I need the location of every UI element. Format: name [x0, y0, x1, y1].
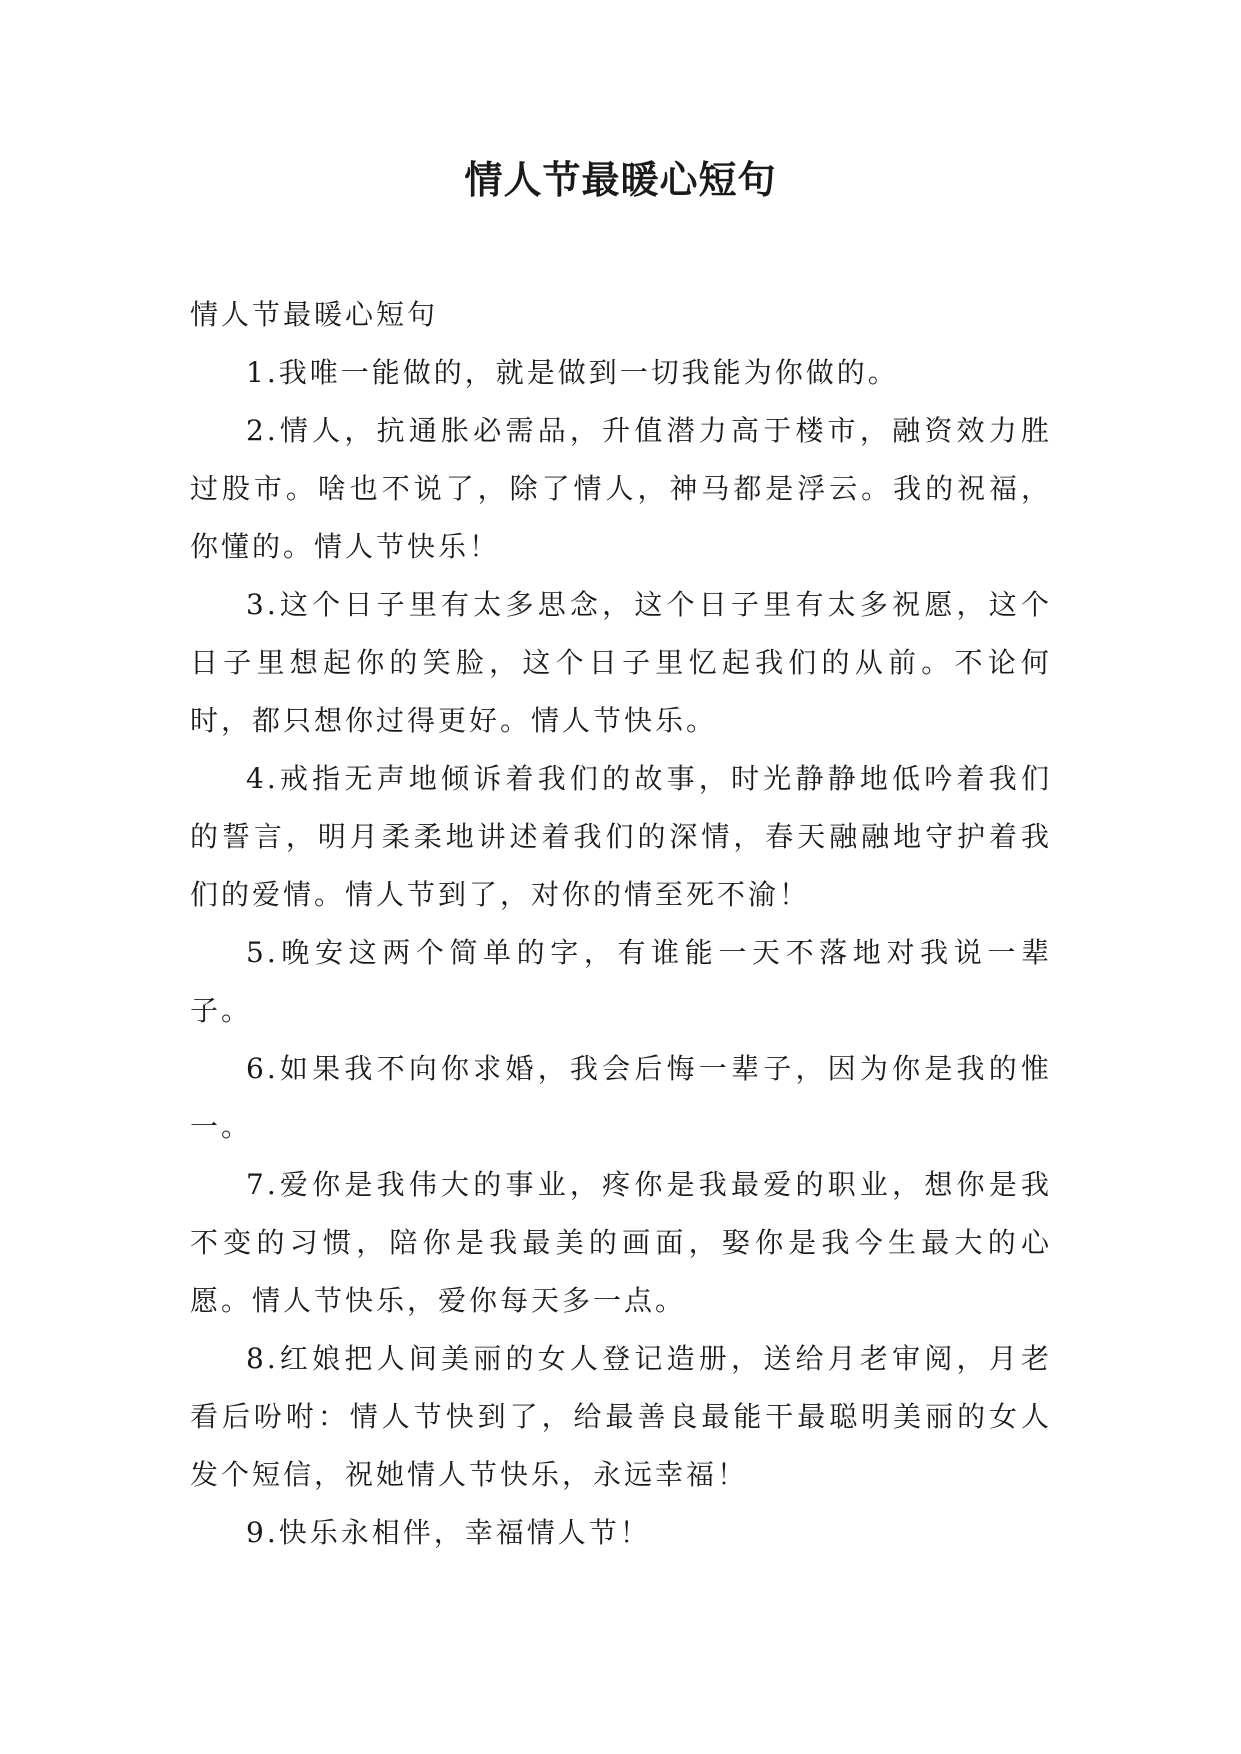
paragraph-2: 2.情人，抗通胀必需品，升值潜力高于楼市，融资效力胜过股市。啥也不说了，除了情人，神马都是浮云。我的祝福，你懂的。情人节快乐！	[190, 414, 1052, 563]
document-body	[190, 286, 1052, 1562]
document-title: 情人节最暖心短句	[464, 157, 777, 202]
document-subtitle: 情人节最暖心短句	[190, 298, 439, 331]
paragraph-6: 6.如果我不向你求婚，我会后悔一辈子，因为你是我的惟一。	[190, 1052, 1052, 1143]
paragraph-5: 5.晚安这两个简单的字，有谁能一天不落地对我说一辈子。	[190, 936, 1052, 1027]
paragraph-7: 7.爱你是我伟大的事业，疼你是我最爱的职业，想你是我不变的习惯，陪你是我最美的画面，娶你是我今生最大的心愿。情人节快乐，爱你每天多一点。	[190, 1168, 1052, 1317]
paragraph-9: 9.快乐永相伴，幸福情人节！	[246, 1516, 651, 1549]
paragraph-3: 3.这个日子里有太多思念，这个日子里有太多祝愿，这个日子里想起你的笑脸，这个日子里忆起我们的从前。不论何时，都只想你过得更好。情人节快乐。	[190, 588, 1052, 737]
paragraph-4: 4.戒指无声地倾诉着我们的故事，时光静静地低吟着我们的誓言，明月柔柔地讲述着我们的深情，春天融融地守护着我们的爱情。情人节到了，对你的情至死不渝！	[190, 762, 1052, 911]
paragraph-8: 8.红娘把人间美丽的女人登记造册，送给月老审阅，月老看后吩咐：情人节快到了，给最善良最能干最聪明美丽的女人发个短信，祝她情人节快乐，永远幸福！	[190, 1342, 1052, 1491]
paragraph-1: 1.我唯一能做的，就是做到一切我能为你做的。	[246, 356, 899, 389]
